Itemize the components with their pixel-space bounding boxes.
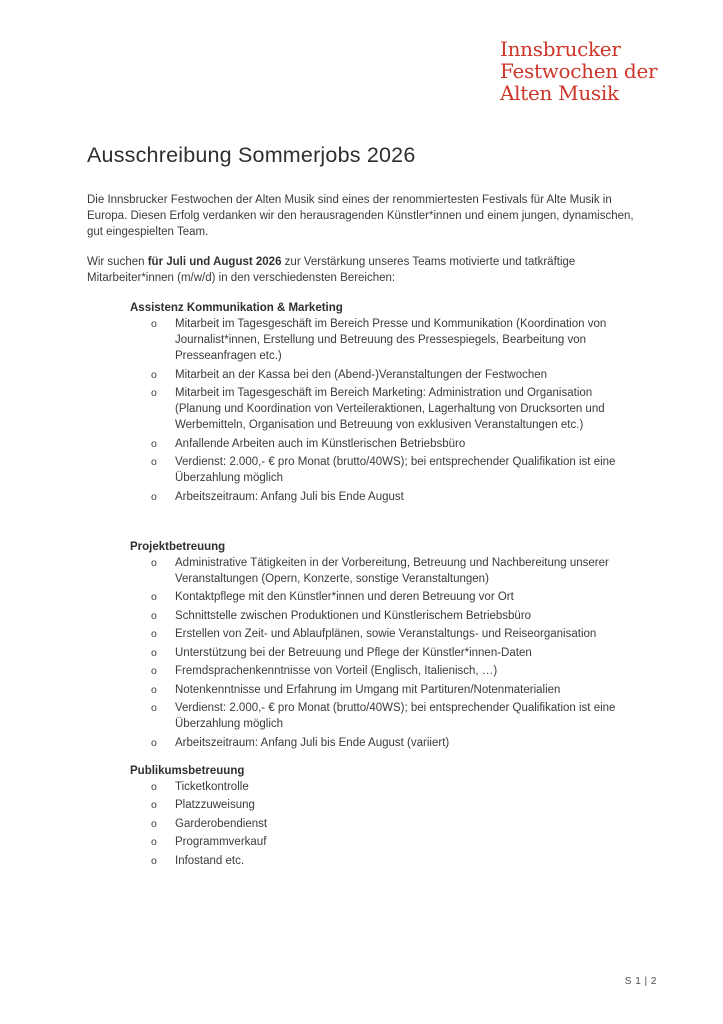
list-item-text: Notenkenntnisse und Erfahrung im Umgang mit Partituren/Notenmaterialien — [175, 683, 561, 696]
bullet-marker: o — [151, 609, 157, 622]
bullet-marker: o — [151, 556, 157, 569]
list-item — [87, 385, 639, 433]
bullet-marker: o — [151, 490, 157, 503]
bullet-marker: o — [151, 817, 157, 830]
list-item — [87, 367, 639, 383]
intro-p2-bold: für Juli und August 2026 — [147, 256, 282, 268]
list-item-text: Anfallende Arbeiten auch im Künstlerischen Betriebsbüro — [175, 437, 466, 450]
document-body — [87, 143, 639, 871]
list-item — [87, 436, 639, 452]
intro-p2-post: zur Verstärkung unseres Teams motivierte und tatkräftige Mitarbeiter*innen (m/w/d) in den verschiedensten Bereichen: — [87, 256, 576, 284]
list-item-text: Verdienst: 2.000,- € pro Monat (brutto/40WS); bei entsprechender Qualifikation ist eine Überzahlung möglich — [175, 456, 616, 484]
list-item-text: Mitarbeit an der Kassa bei den (Abend-)Veranstaltungen der Festwochen — [175, 368, 548, 381]
list-item — [87, 779, 639, 795]
page-number: S 1 | 2 — [624, 976, 657, 987]
list-item-text: Administrative Tätigkeiten in der Vorbereitung, Betreuung und Nachbereitung unserer Veranstaltungen (Opern, Konzerte, sonstige Veranstaltungen) — [175, 556, 609, 585]
bullet-marker: o — [151, 368, 157, 381]
intro-paragraph-1: Die Innsbrucker Festwochen der Alten Musik sind eines der renommiertesten Festivals für Alte Musik in Europa. Diesen Erfolg verdanken wir den herausragenden Künstler*innen und einem jungen, dynamischen, gut eingespielten Team. — [87, 194, 634, 238]
bullet-marker: o — [151, 702, 157, 714]
intro-p2-pre: Wir suchen — [87, 256, 148, 268]
logo-line-3: Alten Musik — [500, 81, 619, 105]
bullet-marker: o — [151, 318, 157, 330]
list-item-text: Unterstützung bei der Betreuung und Pflege der Künstler*innen-Daten — [175, 646, 532, 659]
bullet-marker: o — [151, 683, 157, 696]
bullet-marker: o — [151, 736, 157, 749]
list-item-text: Ticketkontrolle — [175, 780, 249, 793]
list-item — [87, 645, 639, 661]
list-item — [87, 700, 639, 732]
list-item-text: Arbeitszeitraum: Anfang Juli bis Ende August (variiert) — [175, 736, 450, 749]
list-item — [87, 663, 639, 679]
bullet-marker: o — [151, 456, 157, 468]
bullet-marker: o — [151, 799, 157, 811]
list-item — [87, 626, 639, 642]
list-item-text: Schnittstelle zwischen Produktionen und Künstlerischem Betriebsbüro — [175, 609, 532, 622]
list-item-text: Fremdsprachenkenntnisse von Vorteil (Englisch, Italienisch, …) — [175, 665, 498, 677]
bullet-marker: o — [151, 780, 157, 793]
intro-paragraph-2 — [87, 254, 639, 286]
bullet-marker: o — [151, 437, 157, 450]
list-item — [87, 853, 639, 869]
logo-line-2: Festwochen der — [500, 59, 658, 83]
list-item — [87, 834, 639, 850]
list-item-text: Platzzuweisung — [175, 799, 255, 811]
list-projektbetreuung — [87, 555, 639, 751]
list-item-text: Kontaktpflege mit den Künstler*innen und deren Betreuung vor Ort — [175, 591, 514, 603]
bullet-marker: o — [151, 646, 157, 659]
list-item — [87, 735, 639, 751]
list-item — [87, 816, 639, 832]
list-item — [87, 682, 639, 698]
list-item-text: Verdienst: 2.000,- € pro Monat (brutto/40WS); bei entsprechender Qualifikation ist eine Überzahlung möglich — [175, 702, 616, 730]
bullet-marker: o — [151, 854, 157, 867]
bullet-marker: o — [151, 836, 157, 848]
page-title: Ausschreibung Sommerjobs 2026 — [87, 143, 416, 167]
logo-line-1: Innsbrucker — [500, 37, 621, 61]
list-item — [87, 555, 639, 587]
bullet-marker: o — [151, 591, 157, 603]
list-item — [87, 797, 639, 813]
bullet-marker: o — [151, 665, 157, 677]
list-item — [87, 454, 639, 486]
section-heading-projektbetreuung: Projektbetreuung — [130, 540, 226, 553]
section-heading-assistenz-kommunikation-marketing: Assistenz Kommunikation & Marketing — [130, 302, 343, 314]
list-item-text: Garderobendienst — [175, 817, 268, 830]
bullet-marker: o — [151, 628, 157, 640]
list-item-text: Arbeitszeitraum: Anfang Juli bis Ende August — [175, 490, 404, 503]
list-item — [87, 608, 639, 624]
list-item-text: Erstellen von Zeit- und Ablaufplänen, sowie Veranstaltungs- und Reiseorganisation — [175, 628, 597, 640]
section-heading-publikumsbetreuung: Publikumsbetreuung — [130, 764, 245, 777]
bullet-marker: o — [151, 387, 157, 399]
list-item — [87, 489, 639, 505]
list-assistenz-kommunikation-marketing — [87, 316, 639, 505]
list-item-text: Mitarbeit im Tagesgeschäft im Bereich Presse und Kommunikation (Koordination von Journalist*innen, Erstellung und Betreuung des Pressespiegels, Bearbeitung von Presseanfragen etc.) — [175, 318, 607, 362]
festival-logo — [500, 38, 657, 104]
list-item-text: Infostand etc. — [175, 854, 245, 867]
list-item-text: Programmverkauf — [175, 836, 267, 848]
list-item-text: Mitarbeit im Tagesgeschäft im Bereich Marketing: Administration und Organisation (Planung und Koordination von Verteileraktionen, Lagerhaltung von Drucksorten und Werbemitteln, Organisation und Betreuung von exklusiven Veranstaltungen etc.) — [175, 387, 605, 431]
list-publikumsbetreuung — [87, 779, 639, 869]
list-item — [87, 589, 639, 605]
list-item — [87, 316, 639, 364]
